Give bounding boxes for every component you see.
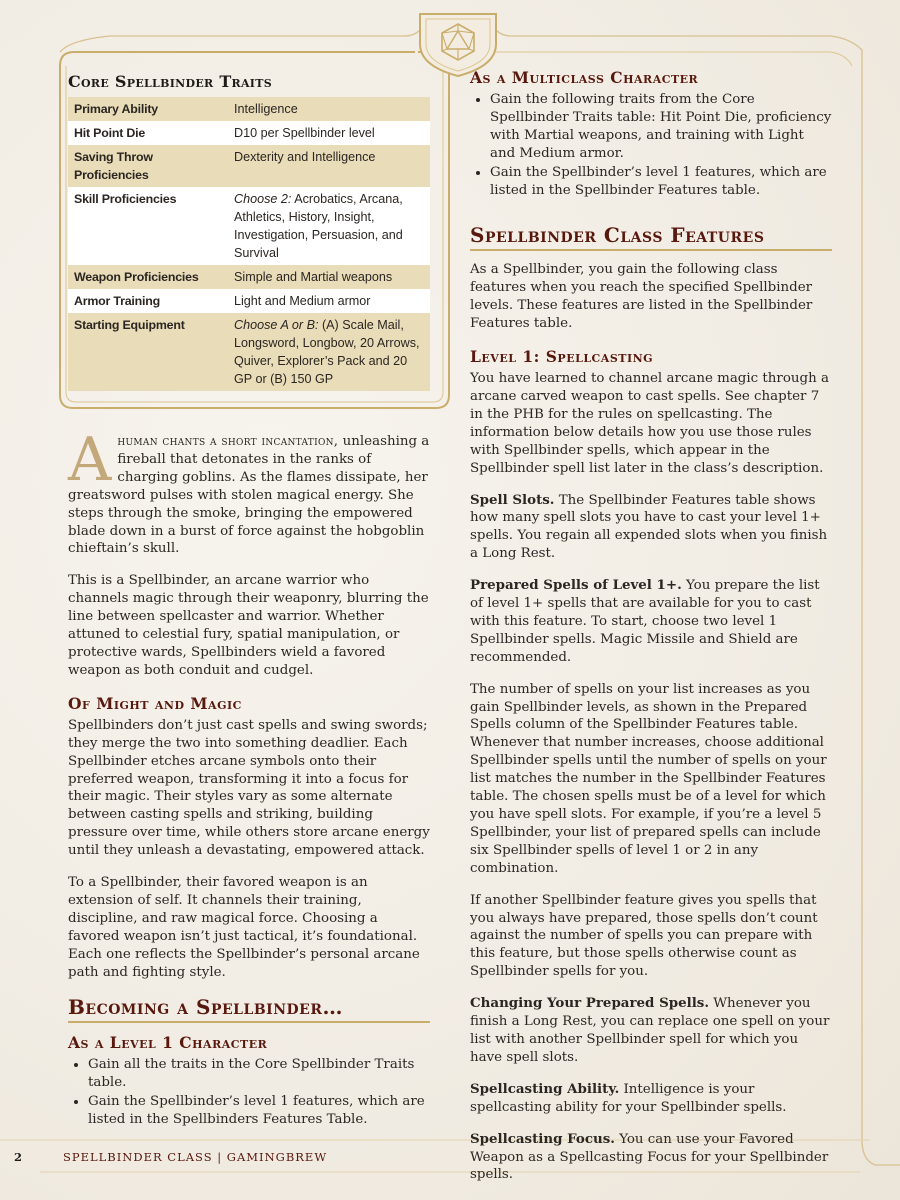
list-item: • Gain the Spellbinder’s level 1 features, which are listed in the Spellbinders Features Table.: [88, 1093, 430, 1129]
list-item: • Gain the Spellbinder’s level 1 features, which are listed in the Spellbinder Features table.: [490, 164, 832, 200]
bold-lead: Spellcasting Focus.: [470, 1130, 615, 1147]
trait-value: D10 per Spellbinder level: [228, 121, 430, 145]
trait-label: Saving Throw Proficiencies: [68, 145, 228, 187]
trait-label: Primary Ability: [68, 97, 228, 121]
choose-options: (A) Scale Mail, Longsword, Longbow, 20 Arrows, Quiver, Explorer’s Pack and 20 GP or (B) 150 GP: [234, 318, 420, 386]
paragraph: [470, 995, 832, 1067]
table-row: [68, 187, 430, 265]
table-row: [68, 97, 430, 121]
choose-prefix: Choose 2:: [234, 192, 292, 206]
intro-smallcaps: human chants a short incantation,: [117, 434, 339, 449]
trait-value: Light and Medium armor: [228, 289, 430, 313]
table-row: [68, 313, 430, 391]
subheading-level1-spellcasting: Level 1: Spellcasting: [470, 347, 654, 367]
trait-value: [228, 313, 430, 391]
paragraph-text: Whenever you finish a Long Rest, you can replace one spell on your list with another Spellbinder spell for which you have spell slots.: [470, 996, 830, 1065]
paragraph-text: You can use your Favored Weapon as a Spellcasting Focus for your Spellbinder spells.: [470, 1131, 829, 1183]
table-row: [68, 145, 430, 187]
table-row: [68, 121, 430, 145]
choose-options: Acrobatics, Arcana, Athletics, History, Insight, Investigation, Persuasion, and Survival: [234, 192, 403, 260]
paragraph: This is a Spellbinder, an arcane warrior who channels magic through their weaponry, blurring the line between spellcaster and warrior. Whether attuned to celestial fury, spatial manipulation, or protective wards, Spellbinders wield a favored weapon as both conduit and cudgel.: [68, 573, 429, 678]
paragraph-text: The Spellbinder Features table shows how many spell slots you have to cast your level 1+ spells. You regain all expended slots when you finish a Long Rest.: [470, 492, 828, 562]
core-traits-table: [68, 97, 430, 391]
subheading-level1: As a Level 1 Character: [68, 1033, 268, 1053]
paragraph: To a Spellbinder, their favored weapon is an extension of self. It channels their training, discipline, and raw magical force. Choosing a favored weapon isn’t just tactical, it’s foundational. Each one reflects the Spellbinder’s personal arcane path and fighting style.: [68, 875, 420, 980]
right-column: [470, 66, 832, 1198]
list-item: • Gain all the traits in the Core Spellbinder Traits table.: [88, 1056, 430, 1092]
choose-prefix: Choose A or B:: [234, 318, 319, 332]
paragraph: The number of spells on your list increases as you gain Spellbinder levels, as shown in the Prepared Spells column of the Spellbinder Features table. Whenever that number increases, choose additional Spellbinder spells until the number of spells on your list matches the number in the Spellbinder Features table. The chosen spells must be of a level for which you have spell slots. For example, if you’re a level 5 Spellbinder, your list of prepared spells can include six Spellbinder spells of level 1 or 2 in any combination.: [470, 681, 827, 876]
page-number: 2: [14, 1150, 24, 1164]
bold-lead: Prepared Spells of Level 1+.: [470, 577, 682, 594]
subheading-multiclass: As a Multiclass Character: [470, 68, 699, 87]
trait-label: Armor Training: [68, 289, 228, 313]
trait-label: Skill Proficiencies: [68, 187, 228, 265]
paragraph: Spellbinders don’t just cast spells and swing swords; they merge the two into something deadlier. Each Spellbinder etches arcane symbols onto their preferred weapon, transforming it into a focus for their magic. Their styles vary as some alternate between casting spells and striking, building pressure over time, while others store arcane energy until they unleash a devastating, empowered attack.: [68, 717, 430, 859]
level1-list: [68, 1056, 430, 1129]
trait-value: Dexterity and Intelligence: [228, 145, 430, 187]
table-row: [68, 289, 430, 313]
page-footer: [14, 1150, 327, 1164]
left-column: [68, 66, 430, 1143]
d20-icon: [438, 22, 478, 62]
bold-lead: Changing Your Prepared Spells.: [470, 995, 710, 1012]
table-row: [68, 265, 430, 289]
paragraph: If another Spellbinder feature gives you spells that you always have prepared, those spells don’t count against the number of spells you can prepare with this feature, but those spells otherwise count as Spellbinder spells for you.: [470, 892, 818, 980]
paragraph: You have learned to channel arcane magic through a arcane carved weapon to cast spells. See chapter 7 in the PHB for the rules on spellcasting. The information below details how you use those rules with Spellbinder spells, which appear in the Spellbinder spell list later in the class’s description.: [470, 371, 829, 476]
trait-value: [228, 187, 430, 265]
list-item: • Gain the following traits from the Core Spellbinder Traits table: Hit Point Die, proficiency with Martial weapons, and training with Light and Medium armor.: [490, 91, 832, 163]
section-heading-becoming: Becoming a Spellbinder…: [68, 995, 430, 1023]
section-heading-features: Spellbinder Class Features: [470, 223, 832, 251]
trait-label: Weapon Proficiencies: [68, 265, 228, 289]
trait-label: Starting Equipment: [68, 313, 228, 391]
section-heading-might: Of Might and Magic: [68, 693, 242, 713]
trait-value: Intelligence: [228, 97, 430, 121]
multiclass-list: [470, 91, 832, 199]
trait-value: Simple and Martial weapons: [228, 265, 430, 289]
intro-rest: unleashing a fireball that detonates in the ranks of charging goblins. As the flames dissipate, her greatsword pulses with stolen magical energy. She steps through the smoke, bringing the empowered blade down in a burst of force against the hobgoblin chieftain’s skull.: [68, 434, 430, 557]
paragraph: [470, 492, 832, 564]
table-title: Core Spellbinder Traits: [68, 72, 272, 91]
paragraph-text: Intelligence is your spellcasting ability for your Spellbinder spells.: [470, 1081, 787, 1115]
paragraph: [470, 1131, 832, 1185]
drop-cap: A: [68, 425, 112, 495]
paragraph-text: You prepare the list of level 1+ spells that are available for you to cast with this feature. To start, choose two level 1 Spellbinder spells. Magic Missile and Shield are recommended.: [470, 578, 820, 665]
bold-lead: Spellcasting Ability.: [470, 1080, 620, 1097]
footer-text: SPELLBINDER CLASS | GAMINGBREW: [63, 1150, 328, 1164]
paragraph: As a Spellbinder, you gain the following class features when you reach the specified Spellbinder levels. These features are listed in the Spellbinder Features table.: [470, 262, 813, 332]
bold-lead: Spell Slots.: [470, 491, 555, 508]
intro-paragraph: [68, 425, 430, 558]
trait-label: Hit Point Die: [68, 121, 228, 145]
paragraph: [470, 577, 832, 667]
paragraph: [470, 1081, 832, 1117]
